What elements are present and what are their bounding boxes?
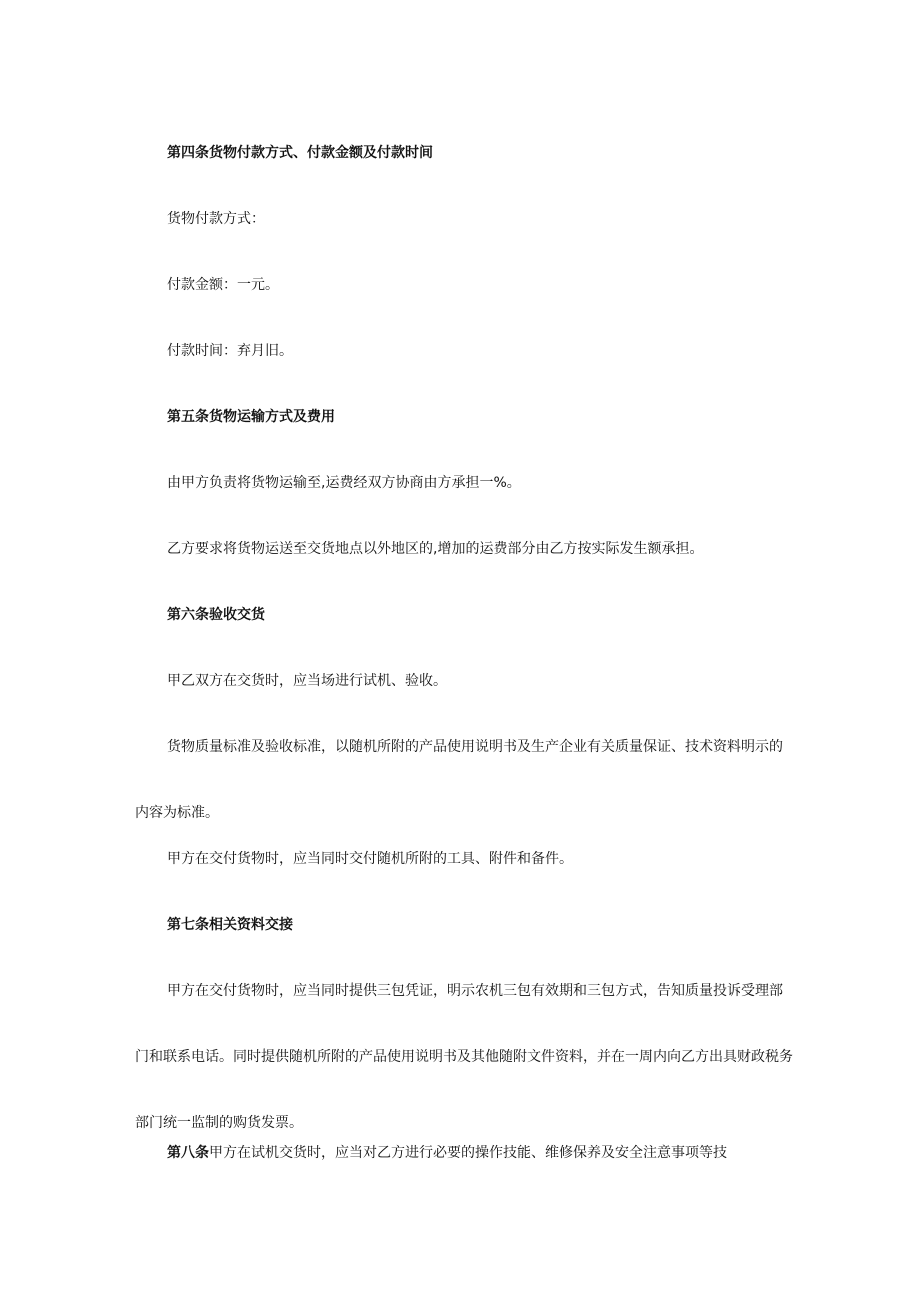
article-6-heading: 第六条验收交货: [167, 607, 265, 623]
inspection-paragraph-1: 甲乙双方在交货时，应当场进行试机、验收。: [167, 673, 447, 689]
article-8-paragraph: [135, 1120, 795, 1186]
transport-paragraph-2: 乙方要求将货物运送至交货地点以外地区的,增加的运费部分由乙方按实际发生额承担。: [167, 541, 704, 557]
payment-amount-line: 付款金额：一元。: [167, 277, 279, 293]
payment-time-line: 付款时间：弃月旧。: [167, 343, 293, 359]
article-8-text: 甲方在试机交货时，应当对乙方进行必要的操作技能、维修保养及安全注意事项等技: [209, 1145, 727, 1161]
article-4-heading: 第四条货物付款方式、付款金额及付款时间: [167, 145, 433, 161]
transport-paragraph-1: 由甲方负责将货物运输至,运费经双方协商由方承担一%。: [167, 475, 521, 491]
payment-method-line: 货物付款方式：: [167, 211, 265, 227]
inspection-paragraph-2: 货物质量标准及验收标准，以随机所附的产品使用说明书及生产企业有关质量保证、技术资料明示的内容为标准。: [135, 739, 783, 821]
inspection-paragraph-3: 甲方在交付货物时，应当同时交付随机所附的工具、附件和备件。: [167, 851, 573, 867]
article-7-heading: 第七条相关资料交接: [167, 917, 293, 933]
article-5-heading: 第五条货物运输方式及费用: [167, 409, 335, 425]
documents-paragraph: 甲方在交付货物时，应当同时提供三包凭证，明示农机三包有效期和三包方式，告知质量投诉受理部门和联系电话。同时提供随机所附的产品使用说明书及其他随附文件资料，并在一周内向乙方出具财政税务部门统一监制的购货发票。: [135, 983, 793, 1131]
article-8-label: 第八条: [167, 1145, 209, 1161]
